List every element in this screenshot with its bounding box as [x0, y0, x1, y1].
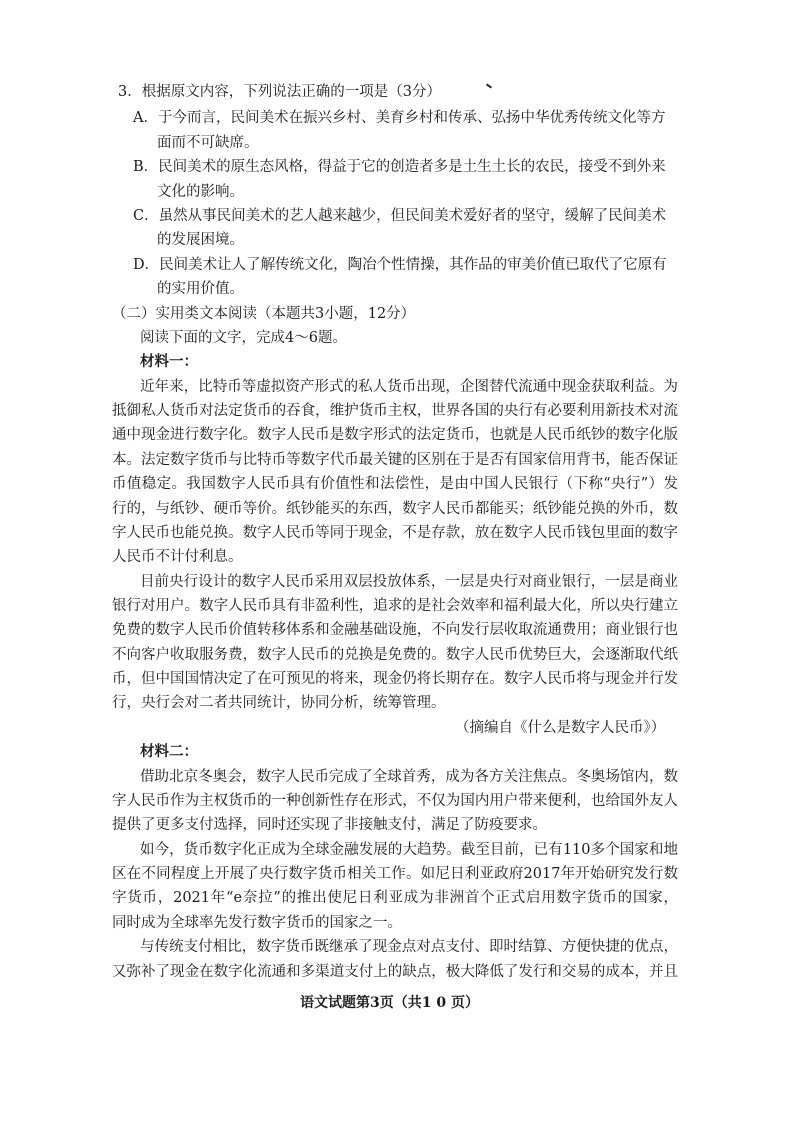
- m1-p2-line-1: 目前央行设计的数字人民币采用双层投放体系，一层是央行对商业银行，一层是商业: [140, 574, 678, 590]
- option-c-line-2: 的发展困境。: [157, 232, 244, 248]
- m2-p2-line-2: 区在不同程度上开展了央行数字货币相关工作。如尼日利亚政府2017年开始研究发行数: [112, 866, 678, 882]
- m1-p2-line-4: 不向客户收取服务费，数字人民币的兑换是免费的。数字人民币优势巨大，会逐渐取代纸: [112, 647, 678, 663]
- m1-p1-line-3: 通中现金进行数字化。数字人民币是数字形式的法定货币，也就是人民币纸钞的数字化版: [112, 427, 678, 443]
- option-b-line-1: B．民间美术的原生态风格，得益于它的创造者多是土生土长的农民，接受不到外来: [133, 159, 666, 175]
- material-1-label: 材料一：: [140, 353, 198, 370]
- section-2-instruction: 阅读下面的文字，完成4～6题。: [140, 330, 347, 346]
- question-3-stem: 3．根据原文内容，下列说法正确的一项是（3分）: [118, 84, 441, 100]
- m1-p1-line-7: 字人民币也能兑换。数字人民币等同于现金，不是存款，放在数字人民币钱包里面的数字: [112, 525, 678, 541]
- m2-p3-line-1: 与传统支付相比，数字货币既继承了现金点对点支付、即时结算、方便快捷的优点，: [140, 939, 678, 955]
- m2-p2-line-3: 字货币，2021年“e奈拉”的推出使尼日利亚成为非洲首个正式启用数字货币的国家，: [112, 890, 678, 906]
- stray-mark: [486, 83, 492, 88]
- m2-p1-line-1: 借助北京冬奥会，数字人民币完成了全球首秀，成为各方关注焦点。冬奥场馆内，数: [140, 769, 678, 785]
- option-d-line-2: 的实用价值。: [157, 281, 244, 297]
- option-a-line-1: A．于今而言，民间美术在振兴乡村、美育乡村和传承、弘扬中华优秀传统文化等方: [133, 110, 666, 126]
- option-c-line-1: C．虽然从事民间美术的艺人越来越少，但民间美术爱好者的坚守，缓解了民间美术: [133, 208, 667, 224]
- m1-p1-line-2: 抵御私人货币对法定货币的吞食，维护货币主权，世界各国的央行有必要利用新技术对流: [112, 403, 678, 419]
- m2-p3-line-2: 又弥补了现金在数字化流通和多渠道支付上的缺点，极大降低了发行和交易的成本，并且: [112, 964, 678, 980]
- m1-p1-line-4: 本。法定数字货币与比特币等数字代币最关键的区别在于是否有国家信用背书，能否保证: [112, 452, 678, 468]
- section-2-heading: （二）实用类文本阅读（本题共3小题，12分）: [112, 306, 416, 322]
- option-b-line-2: 文化的影响。: [157, 184, 244, 200]
- m1-p1-line-1: 近年来，比特币等虚拟资产形式的私人货币出现，企图替代流通中现金获取利益。为: [140, 379, 678, 395]
- m2-p2-line-1: 如今，货币数字化正成为全球金融发展的大趋势。截至目前，已有110多个国家和地: [140, 842, 678, 858]
- material-1-source: （摘编自《什么是数字人民币》）: [455, 720, 666, 736]
- m2-p1-line-2: 字人民币作为主权货币的一种创新性存在形式，不仅为国内用户带来便利，也给国外友人: [112, 793, 678, 809]
- m1-p2-line-5: 币，但中国国情决定了在可预见的将来，现金仍将长期存在。数字人民币将与现金并行发: [112, 671, 678, 687]
- m1-p2-line-6: 行，央行会对二者共同统计，协同分析，统筹管理。: [112, 695, 446, 711]
- m1-p1-line-5: 币值稳定。我国数字人民币具有价值性和法偿性，是由中国人民银行（下称“央行”）发: [112, 476, 678, 492]
- m2-p2-line-4: 同时成为全球率先发行数字货币的国家之一。: [112, 915, 402, 931]
- material-2-label: 材料二：: [140, 743, 198, 760]
- option-d-line-1: D．民间美术让人了解传统文化，陶冶个性情操，其作品的审美价值已取代了它原有: [133, 257, 667, 273]
- m1-p1-line-6: 行的，与纸钞、硬币等价。纸钞能买的东西，数字人民币都能买；纸钞能兑换的外币，数: [112, 501, 678, 517]
- m1-p2-line-2: 银行对用户。数字人民币具有非盈利性，追求的是社会效率和福利最大化，所以央行建立: [112, 598, 678, 614]
- m1-p1-line-8: 人民币不计付利息。: [112, 549, 243, 565]
- m2-p1-line-3: 提供了更多支付选择，同时还实现了非接触支付，满足了防疫要求。: [112, 817, 547, 833]
- page-footer: 语文试题第3页（共1 0 页）: [300, 995, 479, 1011]
- option-a-line-2: 面而不可缺席。: [157, 135, 259, 151]
- m1-p2-line-3: 免费的数字人民币价值转移体系和金融基础设施，不向发行层收取流通费用；商业银行也: [112, 622, 678, 638]
